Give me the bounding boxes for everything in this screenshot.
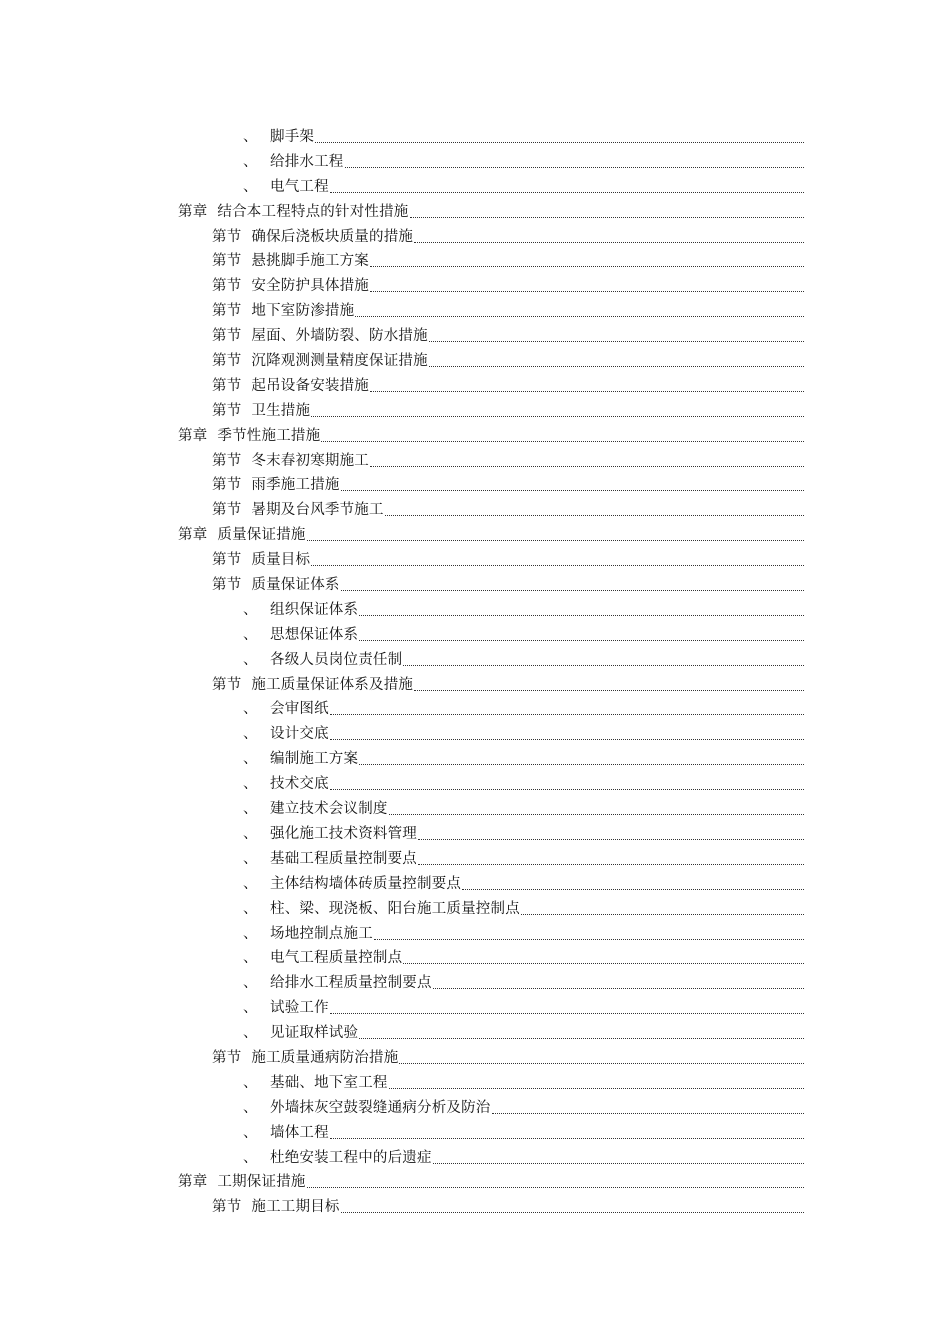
toc-entry-title: 悬挑脚手施工方案 bbox=[251, 253, 370, 270]
toc-subsection bbox=[0, 125, 950, 150]
toc-entry-title: 技术交底 bbox=[270, 776, 329, 793]
toc-subsection bbox=[0, 996, 950, 1021]
toc-dot-leader bbox=[418, 839, 804, 840]
toc-dot-leader bbox=[370, 291, 804, 292]
toc-dot-leader bbox=[359, 615, 804, 616]
toc-dot-leader bbox=[311, 565, 804, 566]
toc-entry-title: 质量目标 bbox=[251, 552, 311, 569]
toc-entry-number: 第节 bbox=[212, 502, 242, 519]
toc-subsection bbox=[0, 648, 950, 673]
toc-entry-label bbox=[212, 349, 428, 374]
toc-dot-leader bbox=[389, 814, 804, 815]
toc-entry-label bbox=[243, 150, 344, 175]
toc-dot-leader bbox=[403, 665, 804, 666]
toc-entry-title: 工期保证措施 bbox=[217, 1174, 306, 1191]
toc-entry-title: 会审图纸 bbox=[270, 701, 329, 718]
toc-entry-title: 质量保证体系 bbox=[251, 577, 340, 594]
toc-entry-number: 第节 bbox=[212, 676, 242, 693]
toc-dot-leader bbox=[370, 466, 804, 467]
toc-entry-number: 、 bbox=[243, 626, 258, 643]
toc-entry-label bbox=[212, 548, 310, 573]
toc-entry-title: 脚手架 bbox=[270, 129, 315, 145]
toc-entry-title: 施工工期目标 bbox=[251, 1199, 340, 1216]
toc-entry-label bbox=[243, 1021, 358, 1046]
toc-entry-number: 、 bbox=[243, 850, 258, 867]
toc-subsection bbox=[0, 847, 950, 872]
toc-dot-leader bbox=[341, 590, 804, 591]
toc-entry-number: 第章 bbox=[178, 527, 208, 544]
toc-dot-leader bbox=[389, 1088, 804, 1089]
toc-section bbox=[0, 299, 950, 324]
toc-entry-label bbox=[212, 249, 369, 274]
toc-entry-title: 雨季施工措施 bbox=[251, 477, 340, 494]
toc-subsection bbox=[0, 697, 950, 722]
toc-entry-label bbox=[178, 424, 320, 449]
toc-entry-label bbox=[243, 623, 358, 648]
toc-entry-number: 、 bbox=[243, 651, 258, 668]
toc-entry-title: 给排水工程 bbox=[270, 153, 344, 170]
toc-entry-number: 、 bbox=[243, 701, 258, 718]
toc-entry-label bbox=[243, 697, 329, 722]
toc-entry-number: 、 bbox=[243, 1074, 258, 1091]
toc-section bbox=[0, 274, 950, 299]
toc-entry-number: 第节 bbox=[212, 577, 242, 594]
toc-dot-leader bbox=[359, 1038, 804, 1039]
toc-dot-leader bbox=[429, 366, 804, 367]
toc-entry-number: 、 bbox=[243, 751, 258, 768]
toc-entry-label bbox=[243, 922, 373, 947]
toc-entry-title: 沉降观测测量精度保证措施 bbox=[251, 353, 428, 370]
toc-chapter bbox=[0, 200, 950, 225]
toc-section bbox=[0, 1195, 950, 1220]
toc-dot-leader bbox=[311, 416, 804, 417]
toc-dot-leader bbox=[492, 1113, 804, 1114]
toc-entry-label bbox=[212, 324, 428, 349]
toc-entry-number: 第章 bbox=[178, 427, 208, 444]
toc-entry-label bbox=[243, 175, 329, 200]
toc-entry-number: 第节 bbox=[212, 253, 242, 270]
toc-dot-leader bbox=[330, 1138, 804, 1139]
toc-entry-label bbox=[178, 523, 306, 548]
toc-entry-number: 、 bbox=[243, 1099, 258, 1116]
toc-dot-leader bbox=[359, 640, 804, 641]
toc-section bbox=[0, 225, 950, 250]
toc-entry-title: 给排水工程质量控制要点 bbox=[270, 975, 432, 992]
toc-entry-title: 编制施工方案 bbox=[270, 751, 359, 768]
toc-entry-title: 场地控制点施工 bbox=[270, 925, 373, 942]
toc-entry-label bbox=[243, 847, 417, 872]
toc-entry-title: 外墙抹灰空鼓裂缝通病分析及防治 bbox=[270, 1099, 491, 1116]
toc-dot-leader bbox=[414, 690, 804, 691]
toc-entry-title: 质量保证措施 bbox=[217, 527, 306, 544]
toc-entry-title: 主体结构墙体砖质量控制要点 bbox=[270, 875, 462, 892]
toc-dot-leader bbox=[403, 963, 804, 964]
toc-dot-leader bbox=[374, 939, 804, 940]
toc-subsection bbox=[0, 1071, 950, 1096]
toc-entry-label bbox=[243, 747, 358, 772]
toc-subsection bbox=[0, 971, 950, 996]
toc-section bbox=[0, 673, 950, 698]
toc-dot-leader bbox=[399, 1063, 804, 1064]
toc-entry-number: 、 bbox=[243, 1124, 258, 1141]
toc-dot-leader bbox=[330, 192, 804, 193]
toc-entry-title: 施工质量通病防治措施 bbox=[251, 1049, 399, 1066]
toc-dot-leader bbox=[370, 266, 804, 267]
toc-dot-leader bbox=[410, 217, 804, 218]
toc-entry-number: 、 bbox=[243, 1000, 258, 1017]
toc-dot-leader bbox=[330, 789, 804, 790]
toc-entry-title: 屋面、外墙防裂、防水措施 bbox=[251, 328, 428, 345]
toc-entry-label bbox=[243, 125, 314, 150]
toc-entry-label bbox=[243, 1146, 432, 1171]
toc-section bbox=[0, 374, 950, 399]
toc-entry-label bbox=[212, 374, 369, 399]
toc-entry-number: 、 bbox=[243, 925, 258, 942]
toc-subsection bbox=[0, 946, 950, 971]
toc-entry-title: 各级人员岗位责任制 bbox=[270, 651, 403, 668]
toc-entry-label bbox=[178, 1170, 306, 1195]
toc-entry-number: 第节 bbox=[212, 328, 242, 345]
toc-entry-label bbox=[243, 1071, 388, 1096]
toc-section bbox=[0, 573, 950, 598]
toc-section bbox=[0, 1046, 950, 1071]
toc-dot-leader bbox=[433, 1163, 804, 1164]
toc-entry-title: 杜绝安装工程中的后遗症 bbox=[270, 1149, 432, 1166]
toc-subsection bbox=[0, 722, 950, 747]
toc-entry-number: 第节 bbox=[212, 377, 242, 394]
toc-section bbox=[0, 399, 950, 424]
toc-dot-leader bbox=[341, 490, 804, 491]
toc-entry-number: 、 bbox=[243, 129, 258, 145]
toc-subsection bbox=[0, 598, 950, 623]
toc-entry-number: 、 bbox=[243, 825, 258, 842]
toc-subsection bbox=[0, 747, 950, 772]
toc-entry-number: 第节 bbox=[212, 303, 242, 320]
toc-entry-label bbox=[243, 971, 432, 996]
toc-entry-label bbox=[243, 598, 358, 623]
toc-entry-title: 见证取样试验 bbox=[270, 1025, 359, 1042]
toc-dot-leader bbox=[330, 714, 804, 715]
toc-entry-title: 基础、地下室工程 bbox=[270, 1074, 388, 1091]
toc-entry-number: 、 bbox=[243, 776, 258, 793]
toc-section bbox=[0, 548, 950, 573]
toc-entry-title: 强化施工技术资料管理 bbox=[270, 825, 417, 842]
toc-entry-number: 第节 bbox=[212, 278, 242, 295]
toc-entry-title: 季节性施工措施 bbox=[217, 427, 321, 444]
toc-dot-leader bbox=[330, 739, 804, 740]
toc-entry-title: 基础工程质量控制要点 bbox=[270, 850, 417, 867]
toc-entry-number: 第节 bbox=[212, 402, 242, 419]
toc-subsection bbox=[0, 1121, 950, 1146]
toc-entry-number: 第节 bbox=[212, 477, 242, 494]
toc-entry-number: 、 bbox=[243, 153, 258, 170]
toc-entry-label bbox=[243, 648, 402, 673]
toc-entry-title: 建立技术会议制度 bbox=[270, 801, 388, 818]
toc-entry-label bbox=[243, 1096, 491, 1121]
toc-entry-number: 、 bbox=[243, 875, 258, 892]
toc-subsection bbox=[0, 150, 950, 175]
toc-dot-leader bbox=[359, 764, 804, 765]
toc-entry-title: 施工质量保证体系及措施 bbox=[251, 676, 414, 693]
toc-entry-label bbox=[243, 872, 461, 897]
toc-entry-label bbox=[212, 1046, 398, 1071]
toc-entry-number: 第章 bbox=[178, 203, 208, 220]
toc-section bbox=[0, 349, 950, 374]
toc-entry-number: 、 bbox=[243, 900, 258, 917]
toc-entry-label bbox=[212, 399, 310, 424]
toc-section bbox=[0, 498, 950, 523]
toc-entry-title: 设计交底 bbox=[270, 726, 329, 743]
toc-entry-label bbox=[212, 498, 384, 523]
toc-entry-number: 、 bbox=[243, 601, 258, 618]
toc-entry-number: 、 bbox=[243, 801, 258, 818]
toc-entry-label bbox=[212, 473, 340, 498]
toc-entry-title: 电气工程质量控制点 bbox=[270, 950, 403, 967]
toc-entry-title: 暑期及台风季节施工 bbox=[251, 502, 384, 519]
toc-subsection bbox=[0, 1021, 950, 1046]
toc-dot-leader bbox=[355, 316, 804, 317]
toc-entry-label bbox=[243, 822, 417, 847]
toc-subsection bbox=[0, 922, 950, 947]
toc-entry-number: 第节 bbox=[212, 452, 242, 469]
toc-entry-title: 柱、梁、现浇板、阳台施工质量控制点 bbox=[270, 900, 520, 917]
toc-subsection bbox=[0, 1146, 950, 1171]
toc-chapter bbox=[0, 523, 950, 548]
toc-section bbox=[0, 449, 950, 474]
toc-dot-leader bbox=[418, 864, 804, 865]
toc-dot-leader bbox=[433, 988, 804, 989]
toc-entry-number: 、 bbox=[243, 950, 258, 967]
toc-entry-number: 、 bbox=[243, 1149, 258, 1166]
toc-dot-leader bbox=[341, 1212, 804, 1213]
toc-dot-leader bbox=[315, 142, 804, 143]
toc-subsection bbox=[0, 897, 950, 922]
toc-entry-title: 电气工程 bbox=[270, 178, 329, 195]
toc-entry-label bbox=[243, 1121, 329, 1146]
toc-entry-label bbox=[243, 772, 329, 797]
toc-entry-label bbox=[243, 797, 388, 822]
toc-entry-label bbox=[212, 274, 369, 299]
toc-entry-label bbox=[212, 225, 413, 250]
toc-entry-label bbox=[243, 897, 520, 922]
toc-entry-label bbox=[212, 1195, 340, 1220]
toc-dot-leader bbox=[330, 1013, 804, 1014]
toc-entry-title: 冬末春初寒期施工 bbox=[251, 452, 370, 469]
toc-entry-title: 组织保证体系 bbox=[270, 601, 359, 618]
toc-entry-label bbox=[243, 946, 402, 971]
toc-entry-number: 、 bbox=[243, 1025, 258, 1042]
toc-section bbox=[0, 249, 950, 274]
toc-entry-label bbox=[212, 449, 369, 474]
toc-entry-title: 思想保证体系 bbox=[270, 626, 359, 643]
toc-dot-leader bbox=[345, 167, 804, 168]
toc-section bbox=[0, 473, 950, 498]
toc-chapter bbox=[0, 1170, 950, 1195]
toc-entry-title: 起吊设备安装措施 bbox=[251, 377, 370, 394]
table-of-contents bbox=[0, 125, 950, 1220]
toc-subsection bbox=[0, 623, 950, 648]
toc-subsection bbox=[0, 175, 950, 200]
toc-entry-label bbox=[212, 299, 354, 324]
toc-entry-title: 安全防护具体措施 bbox=[251, 278, 370, 295]
toc-entry-number: 第节 bbox=[212, 552, 242, 569]
toc-entry-label bbox=[243, 722, 329, 747]
toc-entry-title: 结合本工程特点的针对性措施 bbox=[217, 203, 409, 220]
toc-entry-title: 地下室防渗措施 bbox=[251, 303, 355, 320]
toc-entry-label bbox=[243, 996, 329, 1021]
toc-subsection bbox=[0, 1096, 950, 1121]
toc-entry-number: 、 bbox=[243, 178, 258, 195]
toc-entry-number: 第章 bbox=[178, 1174, 208, 1191]
toc-dot-leader bbox=[414, 242, 804, 243]
toc-entry-number: 、 bbox=[243, 726, 258, 743]
toc-entry-number: 第节 bbox=[212, 228, 242, 245]
toc-entry-title: 墙体工程 bbox=[270, 1124, 329, 1141]
toc-entry-label bbox=[212, 573, 340, 598]
toc-entry-title: 试验工作 bbox=[270, 1000, 329, 1017]
toc-dot-leader bbox=[321, 441, 804, 442]
toc-dot-leader bbox=[429, 341, 804, 342]
toc-entry-title: 确保后浇板块质量的措施 bbox=[251, 228, 414, 245]
toc-section bbox=[0, 324, 950, 349]
toc-entry-label bbox=[212, 673, 413, 698]
toc-dot-leader bbox=[307, 1187, 804, 1188]
toc-dot-leader bbox=[385, 515, 804, 516]
toc-entry-label bbox=[178, 200, 409, 225]
toc-chapter bbox=[0, 424, 950, 449]
toc-dot-leader bbox=[370, 391, 804, 392]
toc-dot-leader bbox=[462, 889, 804, 890]
toc-subsection bbox=[0, 822, 950, 847]
toc-subsection bbox=[0, 772, 950, 797]
toc-dot-leader bbox=[307, 540, 804, 541]
toc-entry-number: 、 bbox=[243, 975, 258, 992]
toc-dot-leader bbox=[521, 914, 804, 915]
toc-entry-number: 第节 bbox=[212, 353, 242, 370]
toc-entry-title: 卫生措施 bbox=[251, 402, 311, 419]
toc-entry-number: 第节 bbox=[212, 1199, 242, 1216]
toc-entry-number: 第节 bbox=[212, 1049, 242, 1066]
toc-subsection bbox=[0, 872, 950, 897]
toc-subsection bbox=[0, 797, 950, 822]
